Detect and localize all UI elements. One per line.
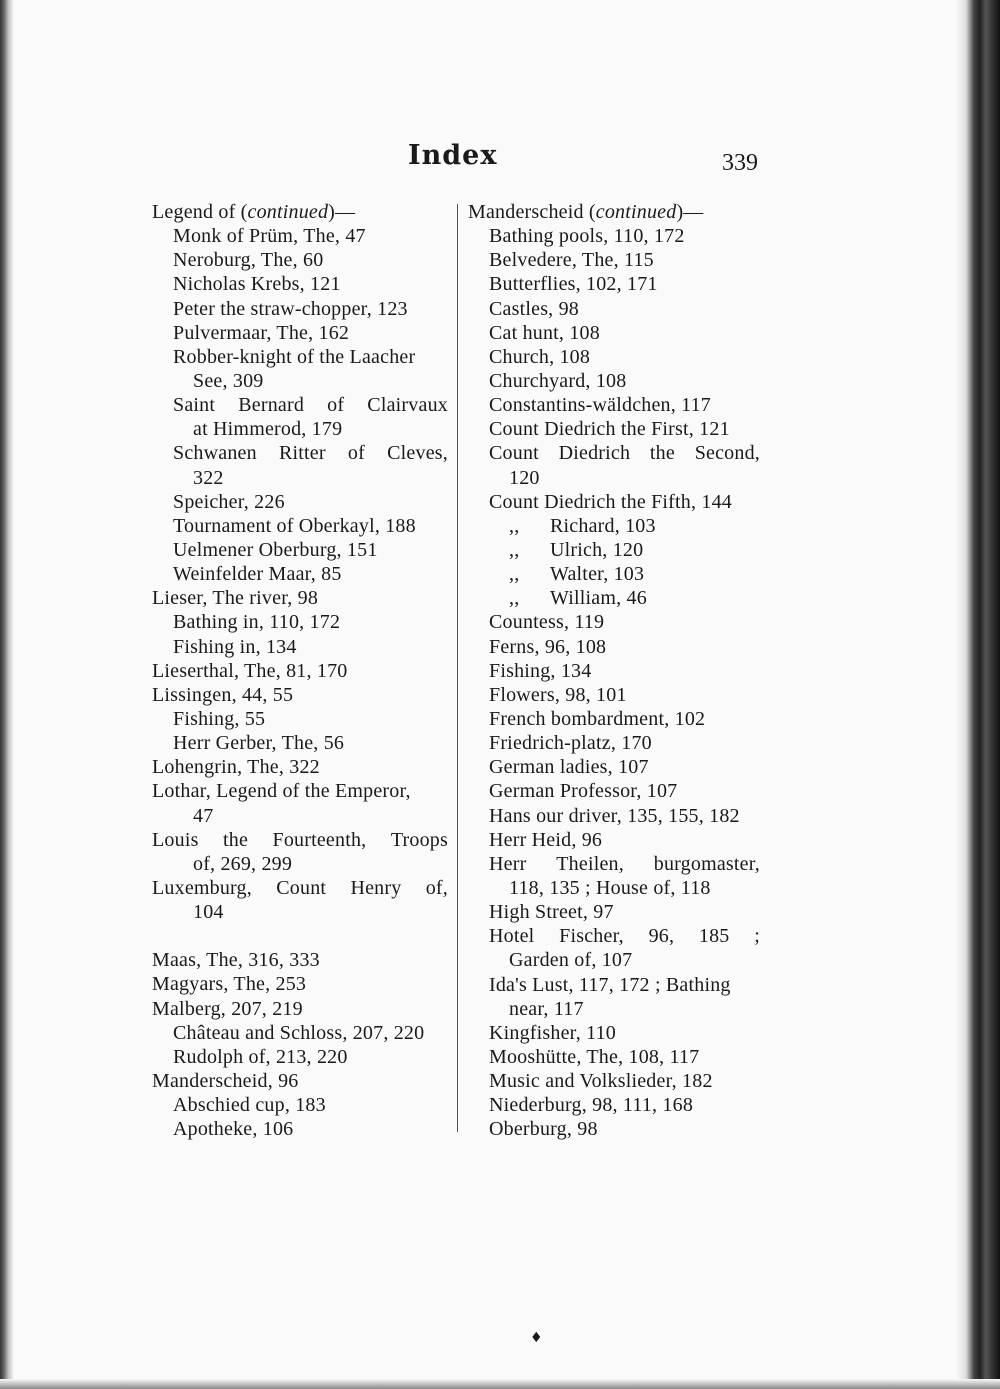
entry-text: Manderscheid, 96: [152, 1069, 299, 1092]
entry-text: Flowers, 98, 101: [489, 683, 627, 706]
book-cover-edge: [956, 0, 1000, 1389]
entry-text: Lohengrin, The, 322: [152, 756, 320, 779]
entry-text: Ulrich, 120: [550, 538, 644, 561]
entry-text: Malberg, 207, 219: [152, 997, 303, 1020]
index-heading-continued: [152, 200, 448, 224]
index-entry: [152, 707, 448, 731]
index-entry: [468, 1093, 760, 1117]
entry-word: Henry: [350, 876, 402, 899]
continued-label: continued: [595, 201, 677, 223]
entry-text: Mooshütte, The, 108, 117: [489, 1045, 700, 1068]
entry-word: Fourteenth,: [272, 828, 367, 851]
entry-word: Count: [489, 442, 539, 465]
heading-text: Manderscheid (: [468, 201, 596, 223]
entry-word: the: [223, 828, 249, 851]
index-entry: [468, 514, 760, 538]
index-entry: [152, 683, 448, 707]
index-entry: [152, 272, 448, 296]
entry-text: of, 269, 299: [193, 852, 293, 875]
page-binding-edge: [0, 0, 14, 1389]
index-entry: [468, 441, 760, 465]
entry-text: Lieserthal, The, 81, 170: [152, 659, 348, 682]
index-entry: [152, 900, 448, 924]
entry-text: Belvedere, The, 115: [489, 249, 654, 272]
index-entry: [152, 224, 448, 248]
index-entry: [152, 562, 448, 586]
entry-text: 120: [509, 466, 540, 489]
entry-text: Kingfisher, 110: [489, 1021, 616, 1044]
index-entry: [152, 1093, 448, 1117]
entry-word: of,: [425, 876, 448, 899]
entry-text: Lieser, The river, 98: [152, 587, 319, 610]
entry-text: Oberburg, 98: [489, 1118, 598, 1141]
index-entry: [152, 514, 448, 538]
entry-text: Speicher, 226: [173, 490, 285, 513]
index-column-left: [152, 200, 448, 1141]
index-entry: [152, 731, 448, 755]
heading-text: Legend of (: [152, 201, 248, 223]
index-entry: [468, 683, 760, 707]
entry-text: Maas, The, 316, 333: [152, 949, 320, 972]
entry-word: ;: [754, 925, 760, 948]
index-entry: [468, 852, 760, 876]
ditto-mark: ,,: [509, 538, 520, 561]
entry-word: Diedrich: [558, 442, 631, 465]
entry-text: Fishing, 134: [489, 659, 592, 682]
index-entry: [152, 1117, 448, 1141]
entry-text: 47: [193, 804, 214, 827]
index-entry: [468, 804, 760, 828]
entry-text: Friedrich-platz, 170: [489, 732, 652, 755]
index-entry: [468, 707, 760, 731]
index-entry: [152, 972, 448, 996]
index-entry: [152, 369, 448, 393]
entry-word: Second,: [694, 442, 760, 465]
entry-text: Churchyard, 108: [489, 369, 627, 392]
index-entry: [152, 345, 448, 369]
index-entry: [468, 779, 760, 803]
index-entry: [468, 466, 760, 490]
entry-text: Fishing in, 134: [173, 635, 297, 658]
entry-text: near, 117: [509, 997, 584, 1020]
index-entry: [468, 997, 760, 1021]
entry-text: Music and Volkslieder, 182: [489, 1070, 713, 1093]
entry-text: Walter, 103: [550, 563, 645, 586]
index-entry: [152, 948, 448, 972]
continued-label: continued: [247, 201, 329, 223]
index-entry: [152, 876, 448, 900]
column-divider: [457, 204, 458, 1132]
entry-text: 322: [193, 466, 224, 489]
index-entry: [152, 393, 448, 417]
index-entry: [468, 828, 760, 852]
entry-text: 104: [193, 901, 224, 924]
entry-word: Hotel: [489, 925, 535, 948]
entry-text: Countess, 119: [489, 611, 605, 634]
index-entry: [152, 441, 448, 465]
index-entry: [468, 369, 760, 393]
index-entry: [152, 1045, 448, 1069]
entry-word: Louis: [152, 828, 199, 851]
entry-text: Weinfelder Maar, 85: [173, 563, 342, 586]
entry-text: Peter the straw-chopper, 123: [173, 297, 408, 320]
index-entry: [468, 924, 760, 948]
index-entry: [152, 417, 448, 441]
entry-word: Troops: [390, 828, 448, 851]
entry-text: Hans our driver, 135, 155, 182: [489, 804, 740, 827]
entry-word: Luxemburg,: [152, 876, 252, 899]
ditto-mark: ,,: [509, 514, 520, 537]
index-entry: [152, 852, 448, 876]
entry-text: Abschied cup, 183: [173, 1094, 326, 1117]
index-entry: [468, 1117, 760, 1141]
index-entry: [468, 586, 760, 610]
entry-text: Apotheke, 106: [173, 1118, 294, 1141]
printer-mark: ♦: [530, 1330, 543, 1346]
entry-text: Castles, 98: [489, 297, 579, 320]
entry-text: Garden of, 107: [509, 949, 633, 972]
entry-text: Tournament of Oberkayl, 188: [173, 514, 416, 537]
index-entry: [468, 659, 760, 683]
index-entry: [468, 1069, 760, 1093]
index-entry: [468, 417, 760, 441]
entry-word: of: [327, 394, 345, 417]
entry-text: Château and Schloss, 207, 220: [173, 1021, 425, 1044]
index-entry: [152, 490, 448, 514]
index-entry: [468, 272, 760, 296]
entry-text: Uelmener Oberburg, 151: [173, 538, 378, 561]
entry-text: Cat hunt, 108: [489, 321, 600, 344]
index-entry: [468, 224, 760, 248]
entry-text: Bathing pools, 110, 172: [489, 225, 685, 248]
entry-text: at Himmerod, 179: [193, 418, 343, 441]
index-entry: [152, 997, 448, 1021]
index-entry: [468, 490, 760, 514]
index-entry: [468, 393, 760, 417]
index-entry: [152, 466, 448, 490]
entry-text: Richard, 103: [550, 514, 656, 537]
entry-text: Constantins-wäldchen, 117: [489, 394, 712, 417]
entry-text: Lothar, Legend of the Emperor,: [152, 780, 411, 803]
ditto-mark: ,,: [509, 563, 520, 586]
entry-word: Schwanen: [173, 442, 257, 465]
entry-text: Pulvermaar, The, 162: [173, 321, 350, 344]
entry-text: Herr Gerber, The, 56: [173, 732, 345, 755]
index-entry: [152, 586, 448, 610]
entry-word: 96,: [648, 925, 675, 948]
entry-word: of: [347, 442, 365, 465]
index-entry: [468, 1045, 760, 1069]
entry-text: Nicholas Krebs, 121: [173, 273, 341, 296]
index-entry: [152, 635, 448, 659]
index-entry: [468, 321, 760, 345]
index-entry: [152, 538, 448, 562]
index-entry: [468, 297, 760, 321]
index-entry: [468, 973, 760, 997]
ditto-mark: ,,: [509, 587, 520, 610]
index-entry: [152, 779, 448, 803]
index-entry: [152, 755, 448, 779]
index-entry: [468, 610, 760, 634]
index-entry: [152, 610, 448, 634]
heading-dash: )—: [328, 201, 356, 223]
entry-text: German Professor, 107: [489, 780, 678, 803]
index-column-right: [468, 200, 760, 1141]
index-entry: [468, 876, 760, 900]
entry-word: Bernard: [238, 394, 305, 417]
index-entry: [468, 900, 760, 924]
entry-text: French bombardment, 102: [489, 707, 706, 730]
entry-text: High Street, 97: [489, 901, 614, 924]
index-entry: [468, 345, 760, 369]
index-entry: [152, 1069, 448, 1093]
page-bottom-shadow: [0, 1379, 1000, 1389]
index-entry: [468, 948, 760, 972]
entry-text: Rudolph of, 213, 220: [173, 1045, 348, 1068]
index-entry: [468, 635, 760, 659]
entry-text: Lissingen, 44, 55: [152, 683, 294, 706]
entry-text: Count Diedrich the First, 121: [489, 418, 730, 441]
index-entry: [468, 248, 760, 272]
entry-text: 118, 135 ; House of, 118: [509, 876, 711, 899]
entry-word: Count: [276, 876, 327, 899]
entry-text: Fishing, 55: [173, 707, 266, 730]
entry-text: William, 46: [550, 587, 647, 610]
entry-text: Monk of Prüm, The, 47: [173, 225, 366, 248]
entry-text: Ferns, 96, 108: [489, 635, 607, 658]
entry-word: Fischer,: [559, 925, 624, 948]
entry-text: Butterflies, 102, 171: [489, 273, 658, 296]
entry-text: German ladies, 107: [489, 756, 649, 779]
index-entry: [468, 1021, 760, 1045]
entry-text: Ida's Lust, 117, 172 ; Bathing: [489, 973, 731, 996]
index-entry: [152, 828, 448, 852]
entry-word: burgomaster,: [653, 852, 760, 875]
index-entry: [468, 755, 760, 779]
entry-word: Herr: [489, 852, 527, 875]
entry-word: the: [649, 442, 675, 465]
entry-text: Niederburg, 98, 111, 168: [489, 1094, 694, 1117]
entry-word: Saint: [173, 394, 216, 417]
entry-text: Robber-knight of the Laacher: [173, 345, 416, 368]
running-header-title: Index: [408, 140, 498, 171]
index-entry: [468, 731, 760, 755]
entry-text: See, 309: [193, 369, 264, 392]
index-heading-continued: [468, 200, 760, 224]
entry-text: Herr Heid, 96: [489, 828, 603, 851]
index-entry: [152, 1021, 448, 1045]
entry-word: Clairvaux: [367, 394, 448, 417]
entry-text: Count Diedrich the Fifth, 144: [489, 490, 732, 513]
page-number: 339: [722, 150, 758, 176]
entry-word: Cleves,: [387, 442, 448, 465]
entry-word: 185: [698, 925, 730, 948]
entry-text: Magyars, The, 253: [152, 973, 307, 996]
index-entry: [152, 248, 448, 272]
entry-text: Neroburg, The, 60: [173, 249, 324, 272]
entry-word: Theilen,: [556, 852, 624, 875]
section-gap: [152, 924, 448, 948]
entry-text: Bathing in, 110, 172: [173, 611, 341, 634]
index-entry: [152, 297, 448, 321]
index-entry: [152, 321, 448, 345]
index-entry: [152, 804, 448, 828]
entry-text: Church, 108: [489, 345, 591, 368]
index-entry: [468, 538, 760, 562]
index-entry: [468, 562, 760, 586]
index-entry: [152, 659, 448, 683]
heading-dash: )—: [676, 201, 704, 223]
entry-word: Ritter: [278, 442, 326, 465]
